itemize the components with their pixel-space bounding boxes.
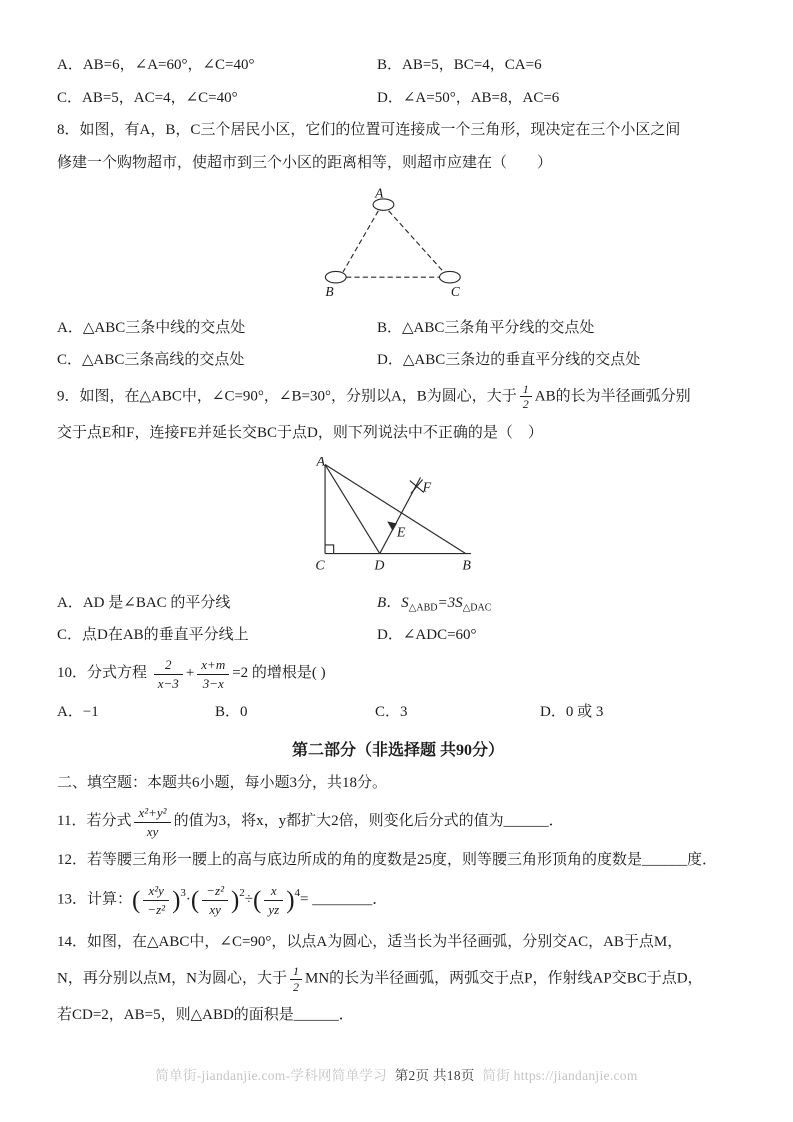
right-paren-3: ) <box>286 887 295 914</box>
right-triangle-construction-figure <box>312 457 484 575</box>
q10-options-row <box>57 700 739 721</box>
page-footer <box>0 1064 793 1084</box>
q8-option-c: C．△ABC三条高线的交点处 <box>57 352 245 368</box>
q8-options-row-1 <box>57 317 739 340</box>
q7-option-b: B．AB=5，BC=4，CA=6 <box>377 57 542 73</box>
label-a: A <box>316 456 325 470</box>
arc-tick-e <box>387 521 397 531</box>
q9-option-b: B．$S_{\triangle ABD}=3S_{\triangle DAC}$ <box>377 594 492 614</box>
q7-option-d: D．∠A=50°，AB=8，AC=6 <box>377 89 560 106</box>
watermark-left: 简单街-jiandanjie.com-学科网简单学习 <box>155 1068 387 1083</box>
q11-fraction: $\frac{\text{x²+y²}}{xy}$ <box>134 805 170 838</box>
exponent-4: 4 <box>294 886 301 899</box>
q8-option-a: A．△ABC三条中线的交点处 <box>57 319 246 336</box>
q8-option-d: D．△ABC三条边的垂直平分线的交点处 <box>377 352 641 368</box>
q9-option-a: A．AD 是∠BAC 的平分线 <box>57 594 231 611</box>
right-paren-1: ) <box>172 887 181 914</box>
q14-text-line3: 若CD=2，AB=5，则△ABD的面积是______． <box>57 1007 354 1024</box>
label-b: B <box>325 283 334 299</box>
section-2-title: 第二部分（非选择题 共90分） <box>291 742 504 760</box>
q8-text-line1: 8．如图，有A，B，C三个居民小区，它们的位置可连接成一个三角形，现决定在三个小区之间 <box>57 122 681 138</box>
label-b: B <box>462 558 471 574</box>
left-paren-3: ( <box>253 887 262 914</box>
q10-text <box>57 657 739 690</box>
label-d: D <box>374 558 385 574</box>
right-angle-mark <box>325 545 334 554</box>
exponent-3: 3 <box>180 886 186 899</box>
q13-text <box>57 882 739 921</box>
right-paren-2: ) <box>230 887 240 914</box>
q7-option-c: C．AB=5，AC=4，∠C=40° <box>57 89 238 106</box>
fill-in-intro: 二、填空题：本题共6小题，每小题3分，共18分。 <box>57 775 388 792</box>
vertex-c-ellipse <box>439 271 460 282</box>
q13-fraction-3: $\frac{x}{yz}$ <box>264 883 283 916</box>
watermark-right: 简街 https://jiandanjie.com <box>482 1068 638 1083</box>
q9-option-d: D．∠ADC=60° <box>377 627 477 644</box>
q9-options-row-1 <box>57 592 739 615</box>
q9-text-part2: AB的长为半径画弧分别 <box>534 388 691 405</box>
vertex-b-ellipse <box>325 271 346 282</box>
label-e: E <box>396 525 406 541</box>
q11-suffix: 的值为3，将x，y都扩大2倍，则变化后分式的值为______． <box>173 813 564 830</box>
page-number: 第2页 共18页 <box>394 1068 475 1083</box>
q10-option-c: C．3 <box>375 704 408 721</box>
plus-sign: + <box>185 665 195 682</box>
q8-figure <box>57 188 739 305</box>
q7-option-a: A．AB=6，∠A=60°，∠C=40° <box>57 57 255 73</box>
q8-text-line2: 修建一个购物超市，使超市到三个小区的距离相等，则超市应建在（ ） <box>57 155 553 172</box>
q9-option-c: C．点D在AB的垂直平分线上 <box>57 627 249 644</box>
q10-option-b: B．0 <box>215 704 248 721</box>
label-c: C <box>315 558 325 574</box>
triangle-abc-figure <box>313 188 483 300</box>
q9-options-row-2 <box>57 624 739 647</box>
label-f: F <box>422 480 432 496</box>
arc-tick-f-2 <box>411 479 423 493</box>
multiply-dot: · <box>185 891 191 908</box>
left-paren-1: ( <box>132 887 141 914</box>
q8-option-b: B．△ABC三条角平分线的交点处 <box>377 319 595 336</box>
q11-text <box>57 805 739 838</box>
q10-suffix: =2 的增根是( ) <box>232 665 326 682</box>
one-half-fraction: $\frac{1}{2}$ <box>520 382 532 412</box>
q10-fraction-2: $\frac{x+m}{3-x}$ <box>197 657 229 690</box>
q9-text-line2: 交于点E和F，连接FE并延长交BC于点D，则下列说法中不正确的是（ ） <box>57 424 543 441</box>
q8-options-row-2 <box>57 349 739 372</box>
q9-figure <box>57 457 739 580</box>
q14-text-line1: 14．如图，在△ABC中，∠C=90°，以点A为圆心，适当长为半径画弧，分别交AC，AB于点M， <box>57 933 683 950</box>
q14-text-line2 <box>57 964 739 994</box>
vertex-a-ellipse <box>373 198 394 209</box>
subscript-dac: △DAC <box>462 602 492 614</box>
q10-option-d: D．0 或 3 <box>540 704 604 721</box>
q11-prefix: 11．若分式 <box>57 813 132 830</box>
q13-prefix: 13．计算： <box>57 891 133 908</box>
q10-fraction-1: $\frac{2}{x-3}$ <box>154 657 183 690</box>
one-half-fraction: $\frac{1}{2}$ <box>290 964 302 994</box>
q13-fraction-2: $\frac{\text{−z²}}{xy}$ <box>202 883 228 916</box>
q9-text-line1 <box>57 382 739 412</box>
q12-text: 12．若等腰三角形一腰上的高与底边所成的角的度数是25度，则等腰三角形顶角的度数是______度． <box>57 851 718 868</box>
divide-sign: ÷ <box>244 891 254 908</box>
q9-text-part1: 9．如图，在△ABC中，∠C=90°，∠B=30°，分别以A，B为圆心，大于 <box>57 388 517 405</box>
q7-options-row-1 <box>57 54 739 77</box>
q10-prefix: 10．分式方程 <box>57 665 148 682</box>
q7-options-row-2 <box>57 87 739 110</box>
label-c: C <box>450 283 460 299</box>
q13-fraction-1: $\frac{\text{x²y}}{\text{−z²}}$ <box>143 883 169 916</box>
q10-option-a: A．−1 <box>57 704 99 721</box>
q14-text-part2: MN的长为半径画弧，两弧交于点P，作射线AP交BC于点D， <box>305 970 703 987</box>
label-a: A <box>375 187 384 200</box>
q14-text-part1: N，再分别以点M，N为圆心，大于 <box>57 970 288 987</box>
q13-suffix: = ________． <box>300 891 388 908</box>
left-paren-2: ( <box>190 887 200 914</box>
subscript-abd: △ABD <box>408 602 438 614</box>
exponent-2: 2 <box>239 886 245 899</box>
